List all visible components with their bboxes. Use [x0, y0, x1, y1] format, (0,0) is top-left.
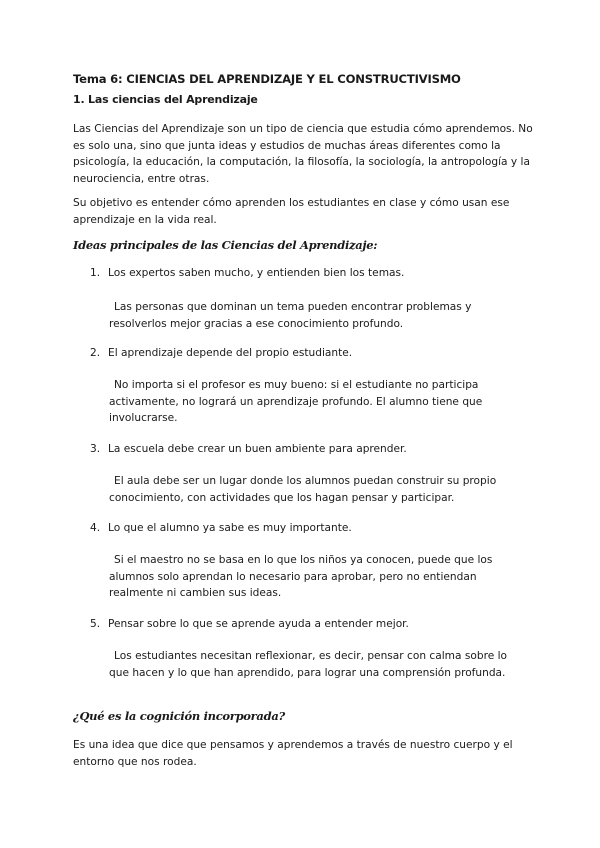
- section-subtitle: 1. Las ciencias del Aprendizaje: [73, 93, 258, 106]
- idea-body-2: No importa si el profesor es muy bueno: si el estudiante no participa activamente, no logrará un aprendizaje profundo. El alumno tiene que involucrarse.: [109, 379, 483, 424]
- idea-head: La escuela debe crear un buen ambiente para aprender.: [108, 443, 407, 455]
- document-title: Tema 6: CIENCIAS DEL APRENDIZAJE Y EL CONSTRUCTIVISMO: [73, 72, 461, 86]
- idea-head: El aprendizaje depende del propio estudiante.: [108, 347, 353, 359]
- intro-paragraph-2: Su objetivo es entender cómo aprenden los estudiantes en clase y cómo usan ese aprendizaje en la vida real.: [73, 197, 510, 226]
- idea-body-5: Los estudiantes necesitan reflexionar, es decir, pensar con calma sobre lo que hacen y lo que han aprendido, para lograr una comprensión profunda.: [109, 650, 507, 679]
- idea-number: 4.: [90, 522, 101, 534]
- idea-head: Los expertos saben mucho, y entienden bien los temas.: [108, 267, 405, 279]
- cognition-paragraph: Es una idea que dice que pensamos y aprendemos a través de nuestro cuerpo y el entorno que nos rodea.: [73, 739, 513, 768]
- ideas-heading: Ideas principales de las Ciencias del Aprendizaje:: [73, 238, 378, 252]
- cognition-heading: ¿Qué es la cognición incorporada?: [73, 709, 285, 723]
- idea-head: Pensar sobre lo que se aprende ayuda a entender mejor.: [108, 618, 409, 630]
- idea-body-3: El aula debe ser un lugar donde los alumnos puedan construir su propio conocimiento, con actividades que los hagan pensar y participar.: [109, 475, 497, 504]
- idea-number: 5.: [90, 618, 101, 630]
- idea-item-3: [90, 443, 407, 455]
- idea-number: 2.: [90, 347, 101, 359]
- idea-head: Lo que el alumno ya sabe es muy importante.: [108, 522, 352, 534]
- idea-body-4: Si el maestro no se basa en lo que los niños ya conocen, puede que los alumnos solo aprendan lo necesario para aprobar, pero no entiendan realmente ni cambien sus ideas.: [109, 554, 493, 599]
- idea-body-1: Las personas que dominan un tema pueden encontrar problemas y resolverlos mejor gracias a ese conocimiento profundo.: [109, 301, 472, 330]
- intro-paragraph-1: Las Ciencias del Aprendizaje son un tipo de ciencia que estudia cómo aprendemos. No es solo una, sino que junta ideas y estudios de muchas áreas diferentes como la psicología, la educación, la computación, la filosofía, la sociología, la antropología y la neurociencia, entre otras.: [73, 123, 533, 185]
- idea-item-2: [90, 347, 352, 359]
- idea-item-1: [90, 267, 404, 279]
- idea-number: 1.: [90, 267, 101, 279]
- idea-number: 3.: [90, 443, 101, 455]
- idea-item-5: [90, 618, 409, 630]
- idea-item-4: [90, 522, 352, 534]
